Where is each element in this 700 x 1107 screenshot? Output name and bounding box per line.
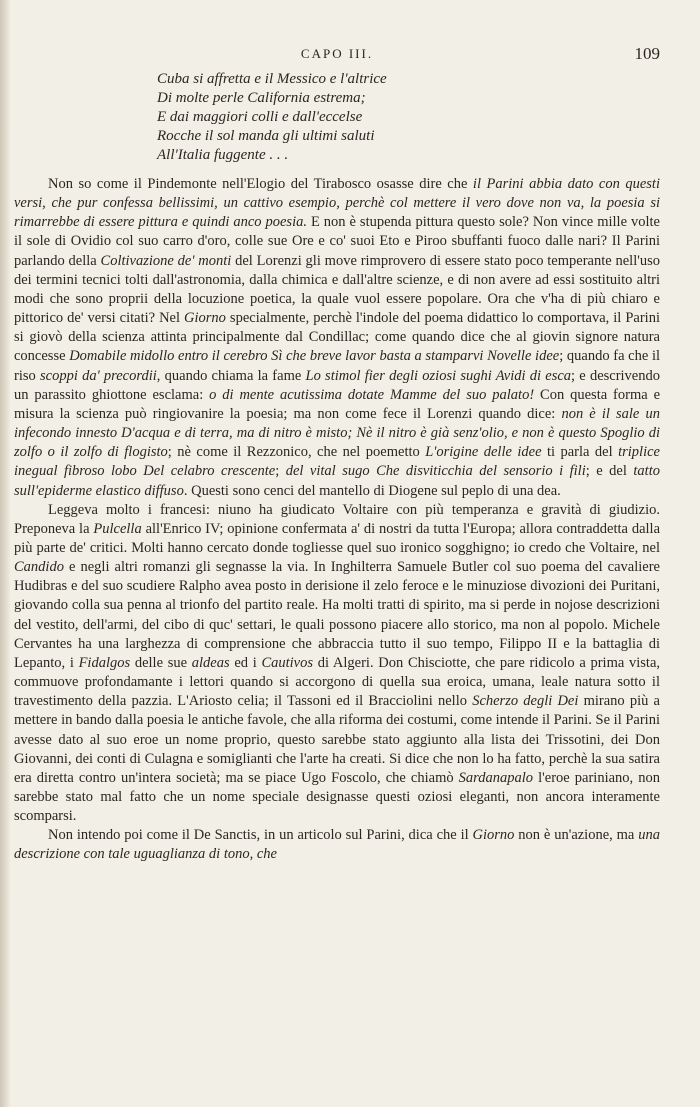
italic-quotation: triplice inegual fibroso lobo Del celabro crescente [14, 444, 660, 480]
page-gutter-shadow [0, 0, 10, 1107]
paragraph [14, 501, 660, 827]
paragraph [14, 826, 660, 864]
italic-quotation: Domabile midollo entro il cerebro Sì che breve lavor basta a stamparvi Novelle idee [69, 348, 560, 365]
verse-quotation [157, 70, 660, 165]
text-run: ed i [229, 654, 262, 671]
text-run: ; e descrivendo un parassito ghiottone esclama: [14, 367, 660, 403]
text-run: Non intendo poi come il De Sanctis, in un articolo sul Parini, dica che il [48, 827, 473, 844]
text-run: Non so come il Pindemonte nell'Elogio del Tirabosco osasse dire che [48, 176, 473, 192]
text-run: Con questa forma e misura la scienza può ringiovanire la poesia; ma non come fece il Lorenzi quando dice: [14, 386, 661, 422]
text-run: l'eroe pariniano, non sarebbe stato mal fatto che un nome speciale designasse questi oziosi eleganti, non ancora interamente scomparsi. [14, 769, 660, 825]
italic-quotation: una descrizione con tale uguaglianza di tono, che [14, 827, 660, 863]
text-run: e negli altri romanzi gli segnasse la via. In Inghilterra Samuele Butler col suo poema del cavaliere Hudibras e del suo scudiere Ralpho avea posto in derisione il zelo feroce e le minuziose divozioni dei Puritani, giovando colla sua penna al trionfo del partito reale. Ha molti tratti di spirito, ma si perde in nojose descrizioni del vestito, dell'armi, del cibo di quc' settari, le quali possono piacere allo storico, ma non al popolo. Michele Cervantes ha una larghezza di comprensione che abbraccia tutto il suo tempo, Filippo II e la battaglia di Lepanto, i [14, 559, 660, 671]
verse-line: Di molte perle California estrema; [157, 90, 366, 106]
italic-quotation: Scherzo degli Dei [472, 693, 579, 710]
verse-line: Cuba si affretta e il Messico e l'altrice [157, 71, 387, 87]
running-header [14, 44, 660, 70]
text-run: . Questi sono cenci del mantello di Diogene sul peplo di una dea. [183, 482, 561, 499]
italic-quotation: Giorno [184, 310, 226, 327]
page-number: 109 [634, 44, 660, 63]
verse-line: E dai maggiori colli e dall'eccelse [157, 109, 363, 125]
italic-quotation: L'origine delle idee [425, 444, 542, 461]
text-run: specialmente, perchè l'indole del poema didattico lo comportava, il Parini si giovò della scienza attinta principalmente dal Condillac; come quando dice che al giovin signore natura concesse [14, 310, 660, 365]
italic-quotation: aldeas [191, 654, 230, 671]
verse-line: Rocche il sol manda gli ultimi saluti [157, 128, 375, 144]
italic-quotation: o di mente acutissima dotate Mamme del suo palato! [209, 386, 535, 403]
chapter-heading: CAPO III. [300, 46, 374, 61]
italic-quotation: scoppi da' precordii [39, 367, 157, 384]
text-run: , quando chiama la fame [156, 367, 306, 384]
italic-quotation: Sardanapalo [458, 769, 534, 786]
text-run: di Algeri. Don Chisciotte, che pare ridicolo a prima vista, commuove profondamante i lettori quando si accorgono di quella sua eroica, umana, leale natura sotto il travestimento della pazzia. L'Ariosto celia; il Tassoni ed il Bracciolini nello [14, 654, 661, 710]
text-run: ti parla del [541, 444, 619, 461]
italic-quotation: Candido [14, 559, 64, 576]
italic-quotation: Lo stimol fier degli oziosi sughi Avidi di esca [305, 367, 572, 384]
italic-quotation: Coltivazione de' monti [100, 252, 232, 269]
text-run: mirano più a mettere in bando dalla poesia le antiche favole, che alla riforma dei costumi, come intende il Parini. Se il Parini avesse dato al suo eroe un nome proprio, questo sarebbe stato aggiunto alla lista dei Trissotini, dei Don Giovanni, dei conti di Culagna e somiglianti che l'arte ha creati. Si dice che non lo ha fatto, perchè la sua satira era diretta contro un'intera società; ma se piace Ugo Foscolo, che chiamò [14, 693, 660, 786]
text-run: E non è stupenda pittura questo sole? Non vince mille volte il sole di Ovidio col suo carro d'oro, colle sue Ore e co' suoi Eto e Piroo sbuffanti fuoco dalle nari? Il Parini parlando della [14, 214, 660, 269]
text-run: ; nè come il Rezzonico, che nel poemetto [167, 444, 426, 461]
text-run: ; [275, 463, 286, 480]
italic-quotation: Giorno [472, 827, 515, 844]
text-run: ; e del [585, 463, 634, 480]
text-run: ; quando fa che il riso [14, 348, 660, 384]
italic-quotation: Fidalgos [78, 654, 131, 671]
text-run: all'Enrico IV; opinione confermata a' di nostri da tutta l'Europa; allora contraddetta dalla più parte de' critici. Molti hanno cercato donde togliesse quel suo ironico sogghigno; io credo che Voltaire, nel [14, 520, 661, 556]
italic-quotation: non è il sale un infecondo innesto D'acqua e di terra, ma di nitro è misto; Nè il nitro è già senz'olio, e non è questo Spoglio di zolfo o il zolfo di flogisto [14, 405, 660, 461]
italic-quotation: il Parini abbia dato con questi versi, che pur confessa bellissimi, un cattivo esempio, perchè col mettere il vero dove non va, la poesia si rimarrebbe di essere pittura e quindi anco poesia. [14, 176, 660, 231]
text-run: non è un'azione, ma [514, 827, 639, 844]
text-run: del Lorenzi gli move rimprovero di essere stato poco temperante nell'uso dei termini tecnici tolti dall'astronomia, dalla chimica e dall'altre scienze, e di non avere ad essi sostituito altri modi che sono proprii della locuzione poetica, la quale vuol essere popolare. Ora che v'ha di più chiaro e pittorico de' versi citati? Nel [14, 252, 660, 327]
italic-quotation: Pulcella [93, 520, 142, 537]
text-run: delle sue [130, 654, 192, 671]
verse-line: All'Italia fuggente . . . [157, 147, 289, 163]
text-run: Leggeva molto i francesi: niuno ha giudicato Voltaire con più temperanza e gravità di giudizio. Preponeva la [14, 501, 660, 537]
body-text [14, 175, 660, 865]
paragraph [14, 175, 660, 501]
italic-quotation: del vital sugo Che disviticchia del sensorio i fili [285, 463, 586, 480]
italic-quotation: tatto sull'epiderme elastico diffuso [14, 463, 660, 499]
italic-quotation: Cautivos [261, 654, 314, 671]
